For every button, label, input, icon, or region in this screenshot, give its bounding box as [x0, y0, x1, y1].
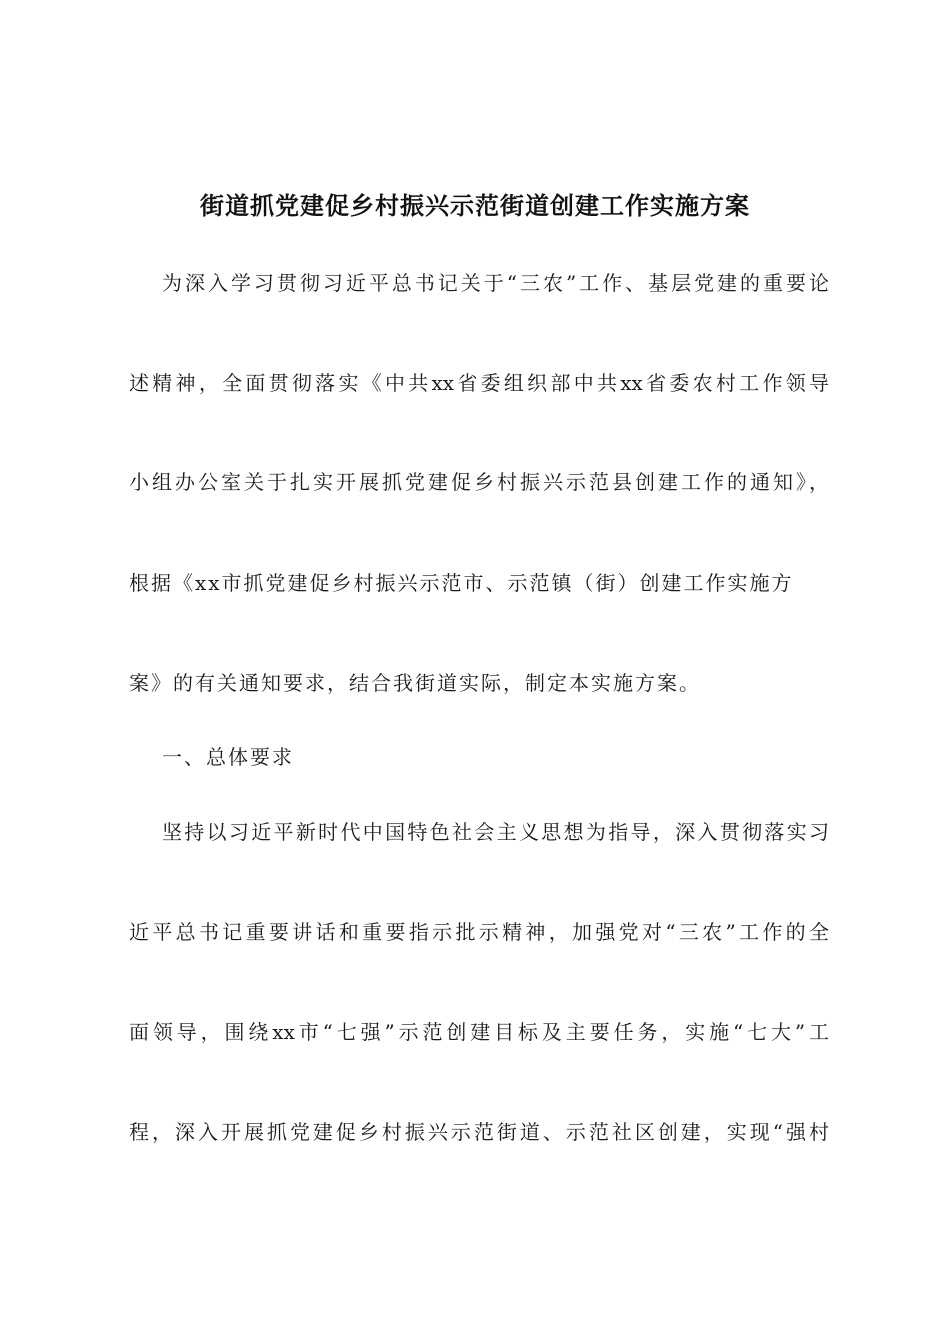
paragraph-1-line-3: 小组办公室关于扎实开展抓党建促乡村振兴示范县创建工作的通知》，	[129, 470, 829, 494]
paragraph-2-line-2: 近平总书记重要讲话和重要指示批示精神，加强党对“三农”工作的全	[129, 920, 829, 944]
paragraph-2-line-4: 程，深入开展抓党建促乡村振兴示范街道、示范社区创建，实现“强村	[129, 1120, 829, 1144]
document-title: 街道抓党建促乡村振兴示范街道创建工作实施方案	[200, 191, 750, 220]
paragraph-1-line-4: 根据《xx市抓党建促乡村振兴示范市、示范镇（街）创建工作实施方	[129, 571, 794, 595]
paragraph-1-line-2: 述精神，全面贯彻落实《中共xx省委组织部中共xx省委农村工作领导	[129, 371, 829, 395]
paragraph-1-line-1: 为深入学习贯彻习近平总书记关于“三农”工作、基层党建的重要论	[162, 271, 829, 295]
section-1-heading: 一、总体要求	[162, 745, 294, 769]
paragraph-2-line-3: 面领导，围绕xx市“七强”示范创建目标及主要任务，实施“七大”工	[129, 1020, 829, 1044]
paragraph-2-line-1: 坚持以习近平新时代中国特色社会主义思想为指导，深入贯彻落实习	[162, 820, 829, 844]
paragraph-1-line-5: 案》的有关通知要求，结合我街道实际，制定本实施方案。	[129, 671, 701, 695]
